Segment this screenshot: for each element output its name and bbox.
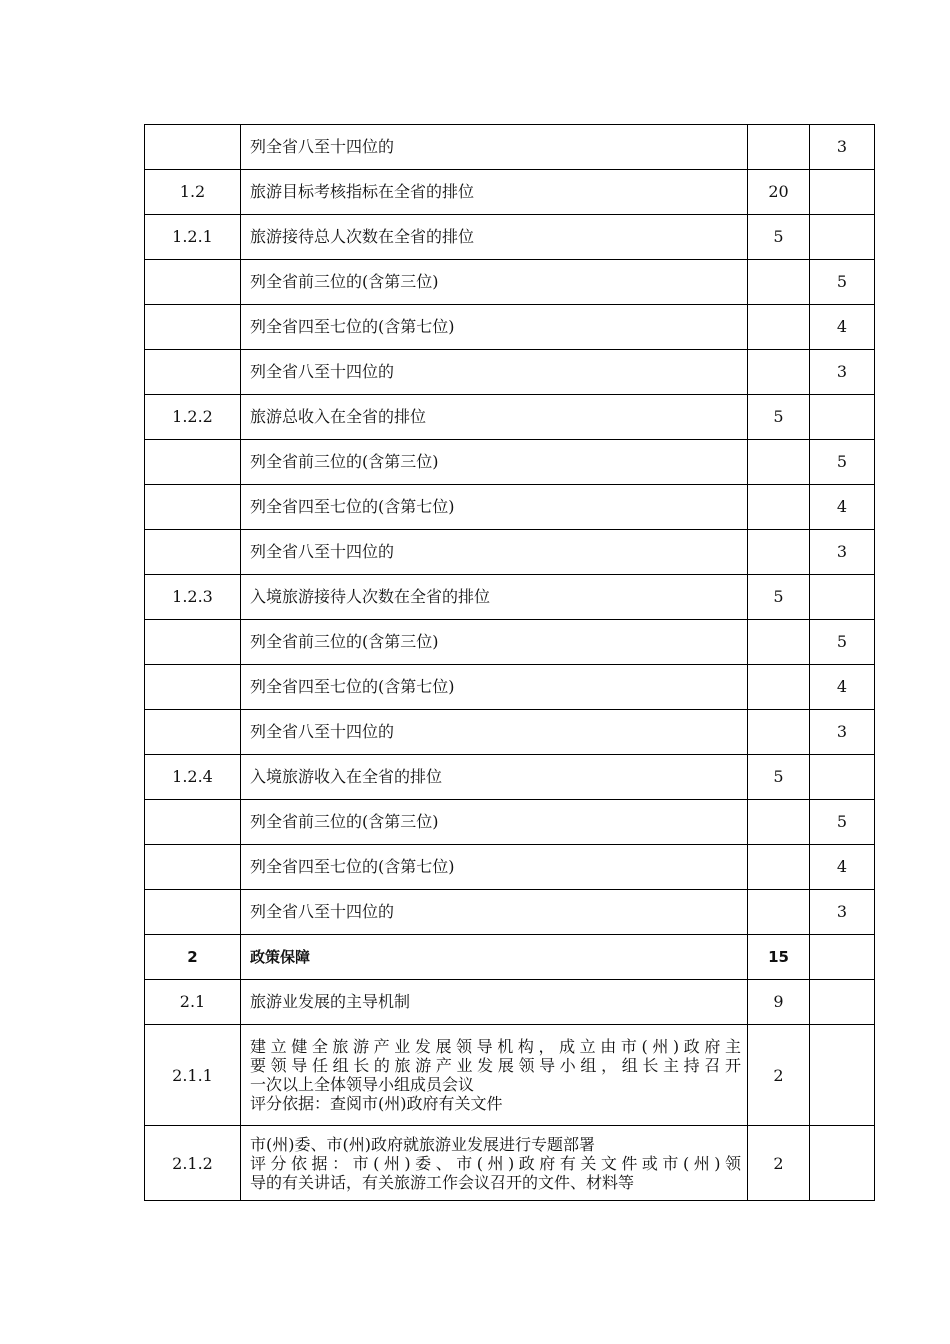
score-cell <box>748 440 810 485</box>
score-cell: 20 <box>748 170 810 215</box>
score-cell <box>748 665 810 710</box>
table-row <box>145 620 875 665</box>
sub-score-cell: 4 <box>810 305 875 350</box>
item-line: 市(州)委、市(州)政府就旅游业发展进行专题部署 <box>250 1134 595 1154</box>
score-cell: 5 <box>748 755 810 800</box>
code-cell <box>145 305 241 350</box>
item-cell: 列全省四至七位的(含第七位) <box>241 485 748 530</box>
item-cell: 列全省前三位的(含第三位) <box>241 260 748 305</box>
sub-score-cell: 3 <box>810 890 875 935</box>
sub-score-cell: 5 <box>810 440 875 485</box>
table-row <box>145 395 875 440</box>
score-cell: 2 <box>748 1025 810 1126</box>
code-cell <box>145 125 241 170</box>
table-row <box>145 710 875 755</box>
code-cell: 2.1.1 <box>145 1025 241 1126</box>
item-cell: 列全省八至十四位的 <box>241 125 748 170</box>
table-row <box>145 125 875 170</box>
item-cell: 入境旅游接待人次数在全省的排位 <box>241 575 748 620</box>
item-cell: 列全省前三位的(含第三位) <box>241 440 748 485</box>
sub-score-cell: 4 <box>810 485 875 530</box>
score-cell <box>748 260 810 305</box>
sub-score-cell <box>810 935 875 980</box>
sub-score-cell: 3 <box>810 125 875 170</box>
table-row <box>145 260 875 305</box>
code-cell <box>145 485 241 530</box>
table-row <box>145 305 875 350</box>
item-cell: 列全省前三位的(含第三位) <box>241 800 748 845</box>
score-cell <box>748 530 810 575</box>
table-row <box>145 755 875 800</box>
item-line: 一次以上全体领导小组成员会议 <box>250 1075 475 1094</box>
item-cell: 旅游业发展的主导机制 <box>241 980 748 1025</box>
sub-score-cell: 3 <box>810 350 875 395</box>
code-cell <box>145 530 241 575</box>
table-row <box>145 665 875 710</box>
code-cell: 2.1.2 <box>145 1126 241 1201</box>
sub-score-cell <box>810 395 875 440</box>
score-cell: 2 <box>748 1126 810 1201</box>
item-cell: 列全省八至十四位的 <box>241 530 748 575</box>
sub-score-cell: 4 <box>810 665 875 710</box>
score-cell <box>748 800 810 845</box>
sub-score-cell: 4 <box>810 845 875 890</box>
item-cell: 列全省前三位的(含第三位) <box>241 620 748 665</box>
item-line: 要领导任组长的旅游产业发展领导小组，组长主持召开 <box>250 1056 741 1075</box>
item-cell: 列全省八至十四位的 <box>241 710 748 755</box>
item-cell: 列全省四至七位的(含第七位) <box>241 665 748 710</box>
table-row <box>145 215 875 260</box>
sub-score-cell <box>810 215 875 260</box>
item-cell: 旅游总收入在全省的排位 <box>241 395 748 440</box>
score-cell <box>748 485 810 530</box>
item-cell: 列全省八至十四位的 <box>241 890 748 935</box>
table-row <box>145 1126 875 1201</box>
table-row <box>145 980 875 1025</box>
sub-score-cell <box>810 1126 875 1201</box>
item-line: 建立健全旅游产业发展领导机构，成立由市(州)政府主 <box>250 1037 741 1056</box>
table-row <box>145 350 875 395</box>
item-cell: 旅游目标考核指标在全省的排位 <box>241 170 748 215</box>
code-cell <box>145 845 241 890</box>
item-cell: 列全省八至十四位的 <box>241 350 748 395</box>
score-cell <box>748 305 810 350</box>
sub-score-cell: 5 <box>810 800 875 845</box>
item-line: 导的有关讲话，有关旅游工作会议召开的文件、材料等 <box>250 1172 635 1192</box>
table-row <box>145 530 875 575</box>
table-row <box>145 845 875 890</box>
code-cell: 1.2.2 <box>145 395 241 440</box>
item-cell: 旅游接待总人次数在全省的排位 <box>241 215 748 260</box>
table-row <box>145 890 875 935</box>
section-row <box>145 935 875 980</box>
score-cell: 15 <box>748 935 810 980</box>
code-cell <box>145 665 241 710</box>
sub-score-cell <box>810 170 875 215</box>
item-cell: 列全省四至七位的(含第七位) <box>241 845 748 890</box>
sub-score-cell: 5 <box>810 620 875 665</box>
code-cell <box>145 710 241 755</box>
code-cell <box>145 350 241 395</box>
code-cell: 1.2.4 <box>145 755 241 800</box>
sub-score-cell <box>810 1025 875 1126</box>
item-line: 评分依据：市(州)委、市(州)政府有关文件或市(州)领 <box>250 1153 741 1173</box>
item-cell: 列全省四至七位的(含第七位) <box>241 305 748 350</box>
sub-score-cell <box>810 575 875 620</box>
score-cell <box>748 620 810 665</box>
code-cell: 2 <box>145 935 241 980</box>
table-row <box>145 440 875 485</box>
score-cell <box>748 710 810 755</box>
code-cell: 1.2 <box>145 170 241 215</box>
score-cell: 5 <box>748 395 810 440</box>
table-row <box>145 170 875 215</box>
code-cell <box>145 620 241 665</box>
item-cell: 政策保障 <box>241 935 748 980</box>
code-cell: 1.2.1 <box>145 215 241 260</box>
sub-score-cell: 3 <box>810 530 875 575</box>
sub-score-cell <box>810 755 875 800</box>
sub-score-cell: 3 <box>810 710 875 755</box>
table-row <box>145 485 875 530</box>
table-row <box>145 800 875 845</box>
code-cell <box>145 890 241 935</box>
item-cell: 入境旅游收入在全省的排位 <box>241 755 748 800</box>
score-cell: 5 <box>748 215 810 260</box>
score-cell: 9 <box>748 980 810 1025</box>
score-cell: 5 <box>748 575 810 620</box>
code-cell <box>145 440 241 485</box>
item-cell <box>241 1025 748 1126</box>
score-table <box>144 124 875 1201</box>
score-cell <box>748 890 810 935</box>
sub-score-cell <box>810 980 875 1025</box>
table-row <box>145 575 875 620</box>
code-cell: 2.1 <box>145 980 241 1025</box>
item-line: 评分依据：查阅市(州)政府有关文件 <box>250 1094 503 1113</box>
score-cell <box>748 845 810 890</box>
score-cell <box>748 125 810 170</box>
sub-score-cell: 5 <box>810 260 875 305</box>
code-cell <box>145 800 241 845</box>
score-cell <box>748 350 810 395</box>
item-cell <box>241 1126 748 1201</box>
table-row <box>145 1025 875 1126</box>
code-cell: 1.2.3 <box>145 575 241 620</box>
code-cell <box>145 260 241 305</box>
